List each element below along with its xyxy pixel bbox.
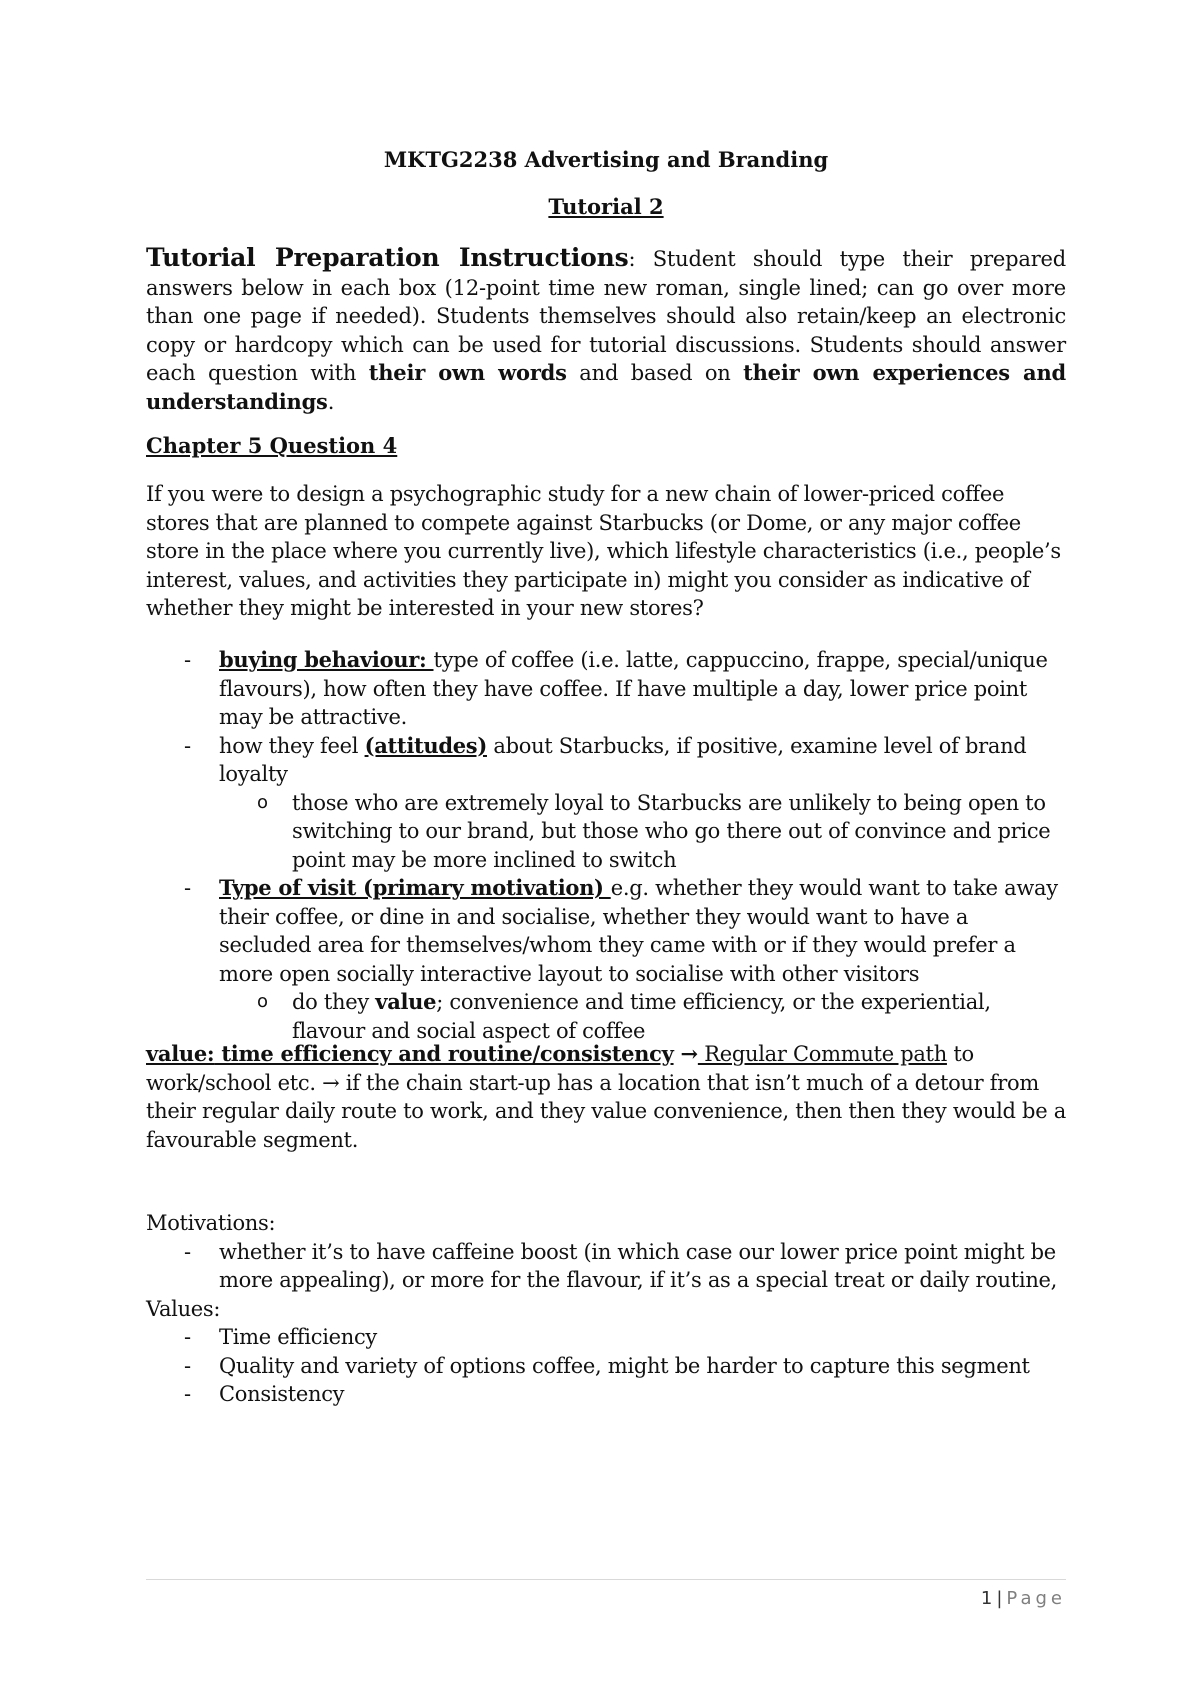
bullet-dash: -: [184, 1353, 191, 1378]
bullet-label: Type of visit (primary motivation): [219, 875, 611, 900]
instructions-paragraph: [146, 244, 1066, 416]
bullet-label: buying behaviour:: [219, 647, 434, 672]
bullet-text: how they feel: [219, 733, 365, 758]
list-item: [146, 1352, 1066, 1381]
sub-bullet-marker: o: [257, 991, 268, 1012]
motivations-values-section: [146, 1209, 1066, 1409]
sub-list-item: [146, 789, 1066, 875]
page-footer: [981, 1588, 1066, 1609]
value-rest-text: to work/school etc. → if the chain start-up has a location that isn’t much of a detour from their regular daily route to work, and they value convenience, then then they would be a favourable segment.: [146, 1042, 1066, 1152]
question-text: If you were to design a psychographic study for a new chain of lower-priced coffee stores that are planned to compete against Starbucks (or Dome, or any major coffee store in the place where you currently live), which lifestyle characteristics (i.e., people’s interest, values, and activities they participate in) might you consider as indicative of whether they might be interested in your new stores?: [146, 482, 1061, 620]
value-item: Time efficiency: [219, 1325, 377, 1349]
sub-bullet-text: do they: [292, 990, 376, 1014]
instructions-lead: Tutorial Preparation Instructions: [146, 243, 629, 272]
list-item: [146, 732, 1066, 789]
value-bold-text: time efficiency and routine/consistency: [214, 1041, 674, 1066]
arrow-icon: →: [673, 1041, 698, 1066]
page-number: 1: [980, 1588, 993, 1609]
sub-list-item: [146, 988, 1066, 1045]
page-label: Page: [1006, 1588, 1066, 1609]
bullet-dash: -: [184, 1325, 191, 1349]
answer-bullet-list: [146, 646, 1066, 1045]
value-item: Consistency: [219, 1382, 345, 1406]
bullet-text: about Starbucks, if positive, examine level of brand loyalty: [219, 733, 1027, 786]
bullet-text: type of coffee (i.e. latte, cappuccino, frappe, special/unique flavours), how often they have coffee. If have multiple a day, lower price point may be attractive.: [219, 648, 1048, 729]
instructions-bold-2: their own experiences and understandings: [146, 360, 1066, 414]
sub-bullet-text: ; convenience and time efficiency, or the experiential, flavour and social aspect of coffee: [292, 990, 991, 1043]
values-heading: Values:: [146, 1296, 221, 1321]
value-item: Quality and variety of options coffee, might be harder to capture this segment: [219, 1353, 1030, 1378]
bullet-text: e.g. whether they would want to take away their coffee, or dine in and socialise, whether they would want to have a secluded area for themselves/whom they came with or if they would prefer a more open socially interactive layout to socialise with other visitors: [219, 876, 1058, 986]
value-paragraph: [146, 1040, 1066, 1154]
list-item: [146, 1323, 1066, 1352]
instructions-text-2: and based on: [566, 361, 744, 385]
bullet-dash: -: [184, 648, 191, 672]
list-item: [146, 1380, 1066, 1409]
tutorial-label: Tutorial 2: [548, 194, 664, 219]
footer-separator: |: [996, 1588, 1003, 1609]
bullet-dash: -: [184, 1382, 191, 1406]
commute-path-text: Regular Commute path: [697, 1042, 947, 1066]
motivations-heading: Motivations:: [146, 1211, 276, 1235]
instructions-text-1: : Student should type their prepared answers below in each box (12-point time new roman, single lined; can go over more than one page if needed). Students themselves should also retain/keep an electronic copy or hardcopy which can be used for tutorial discussions. Students should answer each question with: [146, 247, 1067, 385]
sub-bullet-marker: o: [257, 791, 268, 813]
bullet-dash: -: [184, 733, 191, 758]
list-item: [146, 874, 1066, 988]
bullet-dash: -: [184, 876, 191, 900]
footer-divider: [146, 1579, 1066, 1580]
list-item: [146, 1238, 1066, 1295]
instructions-text-3: .: [327, 389, 335, 414]
instructions-bold-1: their own words: [368, 360, 567, 385]
chapter-heading: Chapter 5 Question 4: [146, 433, 398, 458]
bullet-dash: -: [184, 1239, 191, 1264]
course-title: MKTG2238 Advertising and Branding: [383, 147, 829, 172]
list-item: [146, 646, 1066, 732]
motivation-item: whether it’s to have caffeine boost (in which case our lower price point might be more appealing), or more for the flavour, if it’s as a special treat or daily routine,: [219, 1239, 1058, 1292]
sub-bullet-text: those who are extremely loyal to Starbucks are unlikely to being open to switching to our brand, but those who go there out of convince and price point may be more inclined to switch: [292, 790, 1051, 872]
sub-bullet-bold: value: [375, 989, 437, 1014]
bullet-label: (attitudes): [364, 732, 487, 758]
value-label: value:: [146, 1041, 215, 1066]
